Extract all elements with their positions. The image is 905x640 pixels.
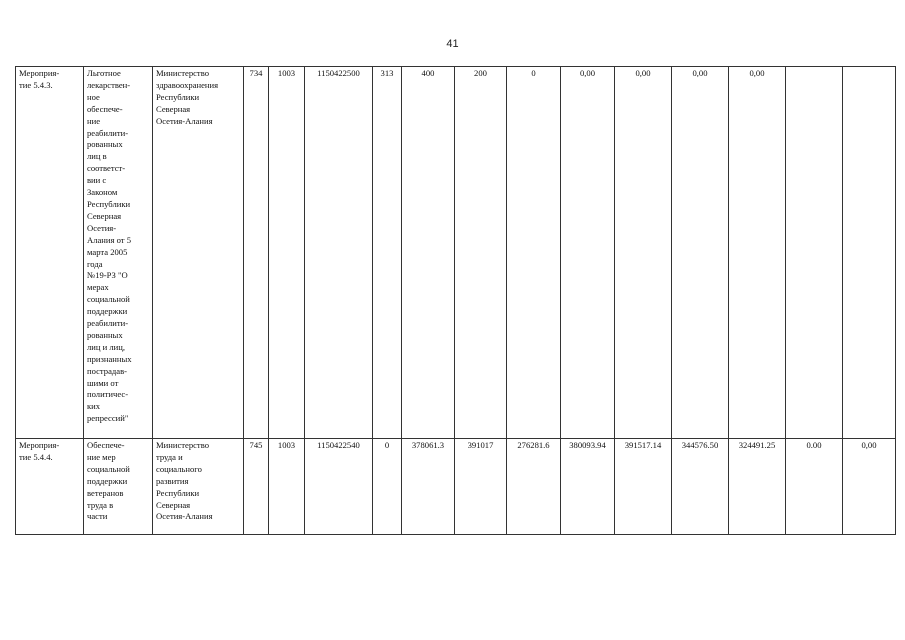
expense-type-cell: 313 — [373, 67, 402, 439]
year-value-cell: 0.00 — [786, 439, 843, 535]
year-value-cell: 0,00 — [843, 439, 896, 535]
year-value-cell: 0,00 — [615, 67, 672, 439]
grbs-code-cell: 745 — [244, 439, 269, 535]
table-row — [16, 439, 896, 535]
year-value-cell: 0,00 — [672, 67, 729, 439]
budget-table — [15, 66, 896, 535]
year-value-cell: 344576.50 — [672, 439, 729, 535]
year-value-cell: 0,00 — [561, 67, 615, 439]
expense-type-cell: 0 — [373, 439, 402, 535]
activity-name-cell: Обеспече- ние мер социальной поддержки ветеранов труда в части — [84, 439, 153, 535]
year-value-cell: 378061.3 — [402, 439, 455, 535]
year-value-cell: 391517.14 — [615, 439, 672, 535]
grbs-code-cell: 734 — [244, 67, 269, 439]
year-value-cell: 324491.25 — [729, 439, 786, 535]
executor-cell: Министерство труда и социального развития Республики Северная Осетия-Алания — [153, 439, 244, 535]
year-value-cell: 200 — [455, 67, 507, 439]
section-code-cell: 1003 — [269, 67, 305, 439]
activity-name-cell: Льготное лекарствен- ное обеспече- ние реабилити- рованных лиц в соответст- вии с Законом Республики Северная Осетия- Алания от 5 марта 2005 года №19-РЗ "О мерах социальной поддержки реабилити- рованных лиц и лиц, признанных пострадав- шими от политичес- ких репрессий" — [84, 67, 153, 439]
year-value-cell — [786, 67, 843, 439]
table-row — [16, 67, 896, 439]
activity-cell: Мероприя- тие 5.4.3. — [16, 67, 84, 439]
year-value-cell: 391017 — [455, 439, 507, 535]
target-article-cell: 1150422540 — [305, 439, 373, 535]
year-value-cell: 0,00 — [729, 67, 786, 439]
target-article-cell: 1150422500 — [305, 67, 373, 439]
year-value-cell: 380093.94 — [561, 439, 615, 535]
page-number: 41 — [446, 38, 459, 50]
activity-cell: Мероприя- тие 5.4.4. — [16, 439, 84, 535]
year-value-cell: 276281.6 — [507, 439, 561, 535]
section-code-cell: 1003 — [269, 439, 305, 535]
year-value-cell — [843, 67, 896, 439]
year-value-cell: 400 — [402, 67, 455, 439]
year-value-cell: 0 — [507, 67, 561, 439]
executor-cell: Министерство здравоохранения Республики Северная Осетия-Алания — [153, 67, 244, 439]
